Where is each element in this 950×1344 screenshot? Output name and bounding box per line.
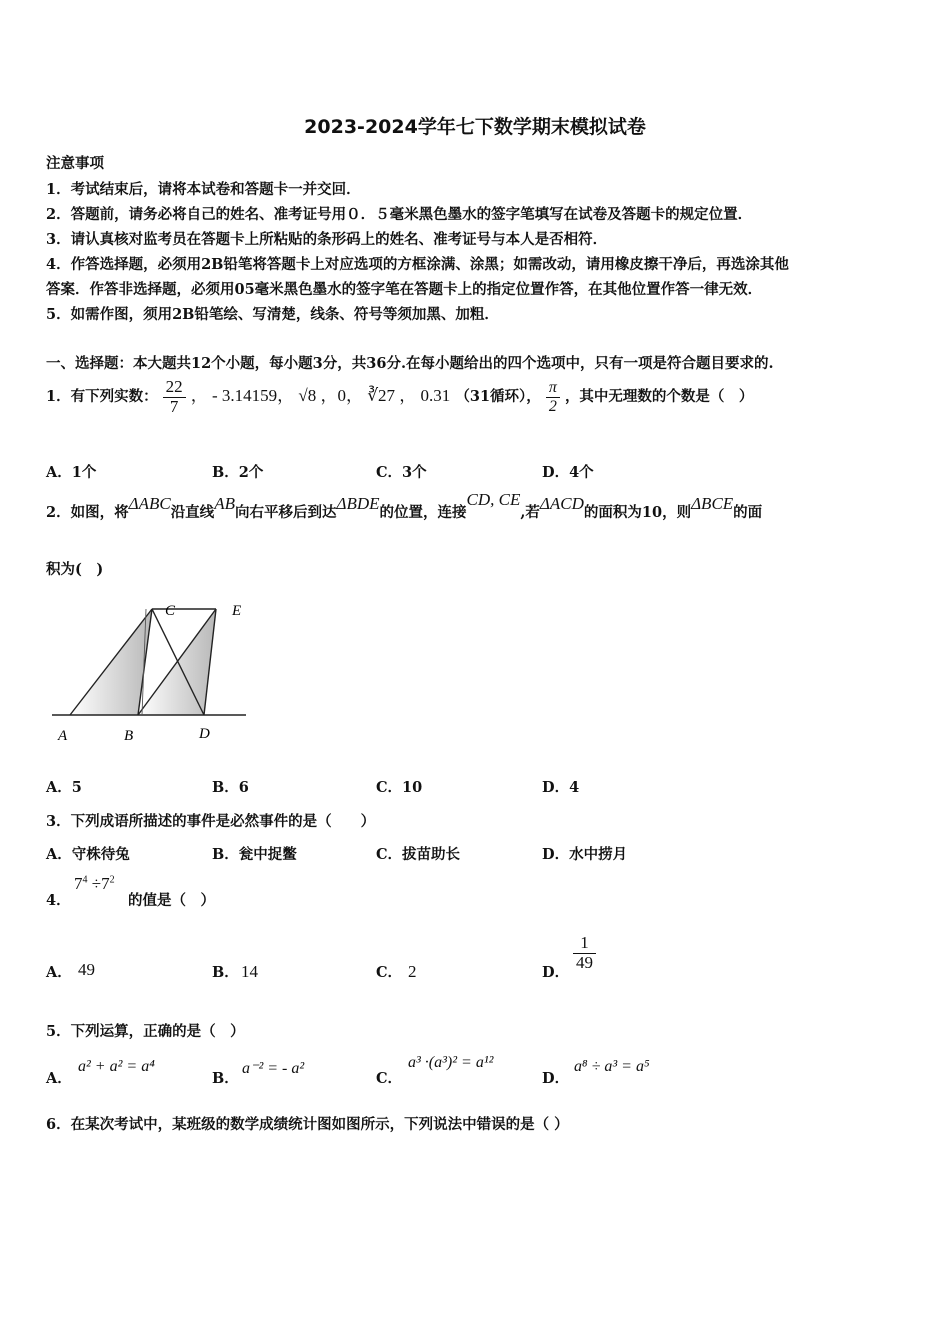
math-term: ΔBDE (336, 494, 380, 513)
question-3: 3．下列成语所描述的事件是必然事件的是（ ） (46, 813, 376, 830)
option-d[interactable]: D． (542, 1070, 570, 1087)
translation-figure (46, 596, 256, 751)
option-a-value: 49 (78, 960, 95, 979)
q1-prefix: 1．有下列实数： (46, 388, 158, 405)
q2-text: 的面 (733, 504, 763, 521)
q1-suffix: ，其中无理数的个数是（ ） (564, 388, 754, 405)
notice-item: 3．请认真核对监考员在答题卡上所粘贴的条形码上的姓名、准考证号与本人是否相符． (46, 231, 608, 248)
option-d[interactable]: D．水中捞月 (542, 846, 628, 863)
option-c[interactable]: C．3个 (376, 464, 427, 481)
q1-note: （31循环）， (455, 388, 541, 405)
page-title: 2023-2024学年七下数学期末模拟试卷 (304, 116, 646, 138)
math-term: ΔBCE (691, 494, 734, 513)
option-d[interactable]: D．4 (542, 779, 580, 796)
fraction: $\frac{22}{7}$ (163, 378, 186, 416)
option-b[interactable]: B．瓮中捉鳖 (212, 846, 297, 863)
q2-text: 沿直线 (170, 504, 215, 521)
option-d-value: $\frac{1}{49}$ (573, 934, 596, 972)
q2-line2: 积为( ) (46, 561, 104, 578)
option-c[interactable]: C． (376, 1070, 403, 1087)
label-b: B (124, 728, 134, 744)
option-c-value: 2 (408, 962, 417, 981)
q4-expression: $7^4 \div 7^2$ (74, 874, 115, 893)
option-a[interactable]: A．1个 (46, 464, 97, 481)
option-c[interactable]: C．10 (376, 779, 423, 796)
label-c: C (165, 603, 176, 619)
option-a[interactable]: A．守株待兔 (46, 846, 130, 863)
option-d[interactable]: D． (542, 964, 570, 981)
question-1 (46, 376, 753, 417)
notice-item: 4．作答选择题，必须用2B铅笔将答题卡上对应选项的方框涂满、涂黑；如需改动，请用橡皮擦干净后，再选涂其他 (46, 256, 789, 273)
option-b[interactable]: B． (212, 1070, 239, 1087)
notice-item: 2．答题前，请务必将自己的姓名、准考证号用０．５毫米黑色墨水的签字笔填写在试卷及答题卡的规定位置． (46, 206, 753, 223)
label-e: E (232, 603, 242, 619)
question-2 (46, 490, 763, 528)
q2-text: 向右平移后到达 (234, 504, 337, 521)
math-term: CD, CE (466, 490, 521, 509)
question-5: 5．下列运算，正确的是（ ） (46, 1023, 245, 1040)
notice-heading: 注意事项 (46, 155, 104, 172)
notice-item: 1．考试结束后，请将本试卷和答题卡一并交回． (46, 181, 361, 198)
q2-text: 的位置，连接 (379, 504, 467, 521)
option-a[interactable]: A． (46, 1070, 72, 1087)
label-a: A (58, 728, 68, 744)
q2-text: ,若 (520, 504, 540, 521)
notice-item: 5．如需作图，须用2B铅笔绘、写清楚，线条、符号等须加黑、加粗． (46, 306, 499, 323)
math-term: AB (214, 494, 235, 513)
option-c-expr: a³ ·(a³)² = a¹² (408, 1054, 494, 1071)
math-term: ΔACD (539, 494, 584, 513)
q2-text: 的面积为10，则 (583, 504, 692, 521)
option-c[interactable]: C．拔苗助长 (376, 846, 461, 863)
option-c[interactable]: C． (376, 964, 403, 981)
section-heading: 一、选择题：本大题共12个小题，每小题3分，共36分.在每小题给出的四个选项中，只有一项是符合题目要求的. (46, 355, 774, 372)
option-a[interactable]: A． (46, 964, 72, 981)
q4-suffix: 的值是（ ） (128, 892, 215, 909)
label-d: D (199, 726, 210, 742)
pi-fraction: $\frac{\pi}{2}$ (546, 379, 560, 415)
notice-item: 答案．作答非选择题，必须用05毫米黑色墨水的签字笔在答题卡上的指定位置作答，在其他位置作答一律无效． (46, 281, 763, 298)
option-d-expr: a⁸ ÷ a³ = a⁵ (574, 1058, 650, 1075)
q2-text: 2．如图，将 (46, 504, 129, 521)
option-b-expr: a⁻² = - a² (242, 1060, 305, 1077)
question-6: 6．在某次考试中，某班级的数学成绩统计图如图所示，下列说法中错误的是（ ） (46, 1116, 569, 1133)
option-d[interactable]: D．4个 (542, 464, 594, 481)
q4-number: 4． (46, 892, 71, 909)
math-term: ΔABC (128, 494, 171, 513)
option-b-value: 14 (241, 962, 258, 981)
option-b[interactable]: B．6 (212, 779, 249, 796)
option-b[interactable]: B． (212, 964, 239, 981)
option-a[interactable]: A．5 (46, 779, 82, 796)
option-a-expr: a² + a² = a⁴ (78, 1058, 155, 1075)
q1-items: ， - 3.14159， √8 ，0， ∛27 ， 0.31 (190, 386, 451, 405)
option-b[interactable]: B．2个 (212, 464, 264, 481)
